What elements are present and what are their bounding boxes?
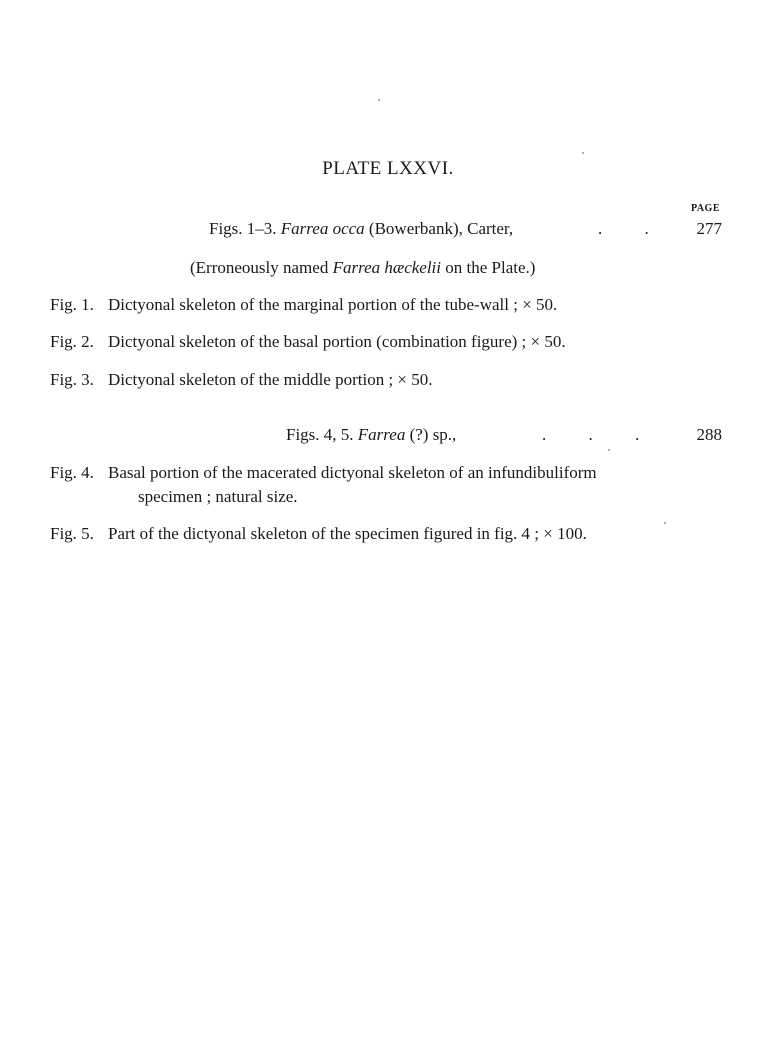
figure-text-continuation: specimen ; natural size.: [138, 487, 298, 506]
figure-description: [50, 461, 690, 509]
figure-text: Dictyonal skeleton of the basal portion (combination figure) ; × 50.: [108, 332, 566, 351]
figure-description: [50, 293, 690, 317]
page-column-header: PAGE: [690, 203, 720, 214]
paper-speck: [378, 99, 380, 101]
group2-prefix: Figs. 4, 5.: [286, 425, 354, 444]
figure-text: Dictyonal skeleton of the marginal portion of the tube-wall ; × 50.: [108, 295, 558, 314]
group2-leader-dots: . . .: [542, 425, 640, 444]
figure-label: Fig. 1.: [50, 295, 94, 314]
group1-leader-dots: . .: [598, 219, 649, 238]
group1-page-number: 277: [696, 219, 722, 238]
figure-text: Part of the dictyonal skeleton of the specimen figured in fig. 4 ; × 100.: [108, 524, 587, 543]
group1-species: Farrea occa: [280, 219, 365, 238]
figure-label: Fig. 3.: [50, 370, 94, 389]
group2-page-number: 288: [696, 425, 722, 444]
paper-speck: [582, 152, 584, 154]
figure-text: Basal portion of the macerated dictyonal skeleton of an infundibuliform: [108, 463, 597, 482]
group2-qualifier: (?) sp.,: [409, 425, 457, 444]
group2-heading: [286, 425, 456, 445]
paper-speck: [608, 449, 610, 451]
figure-label: Fig. 5.: [50, 524, 94, 543]
paper-speck: [664, 522, 666, 524]
group1-note-prefix: (Erroneously named: [190, 258, 329, 277]
figure-description: [50, 522, 690, 546]
group1-author: (Bowerbank), Carter,: [368, 219, 514, 238]
group1-prefix: Figs. 1–3.: [209, 219, 277, 238]
group1-heading: [209, 219, 513, 239]
figure-label: Fig. 2.: [50, 332, 94, 351]
figure-description: [50, 368, 690, 392]
group2-genus: Farrea: [357, 425, 406, 444]
figure-label: Fig. 4.: [50, 463, 94, 482]
group1-note-suffix: on the Plate.): [445, 258, 536, 277]
plate-title: PLATE LXXVI.: [322, 158, 454, 179]
figure-text: Dictyonal skeleton of the middle portion ; × 50.: [108, 370, 433, 389]
figure-description: [50, 330, 690, 354]
group1-note: [190, 258, 535, 278]
group1-note-name: Farrea hæckelii: [332, 258, 442, 277]
